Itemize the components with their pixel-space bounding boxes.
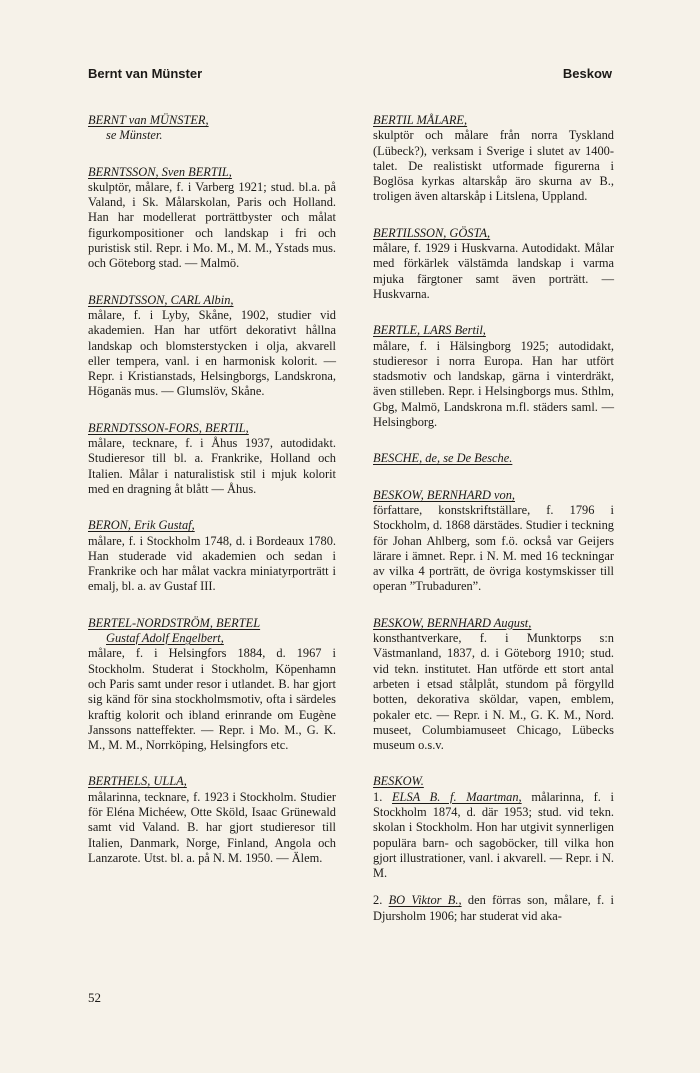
entry-body: målarinna, tecknare, f. 1923 i Stockholm. Studier för Eléna Michéew, Otte Sköld, Isaac Grünewald samt vid Valand. B. har gjort studieresor till Italien, Danmark, Norge, Finland, Angola och Lanzarote. Utst. bl. a. på N. M. 1950. — Älem. <box>88 789 336 865</box>
entry-body: skulptör och målare från norra Tyskland (Lübeck?), verksam i Sverige i slutet av 1400-talet. De realistiskt utformade figurerna i Boglösa kyrkas altarskåp äro skurna av B., troligen även altarskåp i Litslena, Uppland. <box>373 128 614 204</box>
entry <box>373 323 614 430</box>
entry <box>88 774 336 866</box>
entry <box>88 616 336 754</box>
entry-head: BERTHELS, ULLA, <box>88 774 187 789</box>
item-name: ELSA B. f. Maartman, <box>391 789 522 804</box>
entry <box>373 488 614 595</box>
entry <box>88 293 336 400</box>
entry-body: författare, konstskriftställare, f. 1796 i Stockholm, d. 1868 därstädes. Studier i teckning för Johan Ahlberg, som f.ö. också var Geijers lärare i ämnet. Repr. i N. M. med 16 teckningar av vilka 4 porträtt, de övriga kostymskisser till operan ”Trubaduren”. <box>373 502 614 594</box>
page-number: 52 <box>88 990 101 1005</box>
entry-head: BERNTSSON, Sven BERTIL, <box>88 164 232 179</box>
entry <box>373 226 614 302</box>
running-head <box>88 66 612 81</box>
entry-sub: se Münster. <box>106 128 163 143</box>
entry-head: BERNDTSSON, CARL Albin, <box>88 292 234 307</box>
entry <box>88 518 336 594</box>
entry-body: målare, f. i Hälsingborg 1925; autodidakt, studieresor i norra Europa. Han har utfört stadsmotiv och landskap, gärna i vinterdräkt, även stilleben. Repr. i Helsingborgs mus. Sthlm, Gbg, Malmö, Landskrona m.fl. städers saml. — Helsingborg. <box>373 338 614 430</box>
entry-body: målare, f. i Stockholm 1748, d. i Bordeaux 1780. Han studerade vid akademien och sedan i Frankrike och har målat vackra miniatyrporträtt i emalj, bl. a. av Gustaf III. <box>88 533 336 594</box>
left-column <box>88 113 336 887</box>
entry-head: BESKOW, BERNHARD August, <box>373 615 532 630</box>
entry <box>373 451 614 466</box>
item-text: målarinna, f. i Stockholm 1874, d. där 1953; stud. vid tekn. skolan i Stockholm. Hon har utgivit synnerligen populära barn- och sagoböcker, till vilka hon gjort illustrationer, vanl. i akvarell. — Repr. i N. M. <box>373 789 614 881</box>
entry-body: målare, f. i Lyby, Skåne, 1902, studier vid akademien. Han har utfört dekorativt hållna landskap och blomsterstycken i olja, akvarell eller tempera, vanl. i en harmonisk kolorit. — Repr. i Kristianstads, Helsingborgs, Landskrona, Höganäs mus. — Glumslöv, Skåne. <box>88 307 336 399</box>
entry-body: skulptör, målare, f. i Varberg 1921; stud. bl.a. på Valand, i Sk. Målarskolan, Paris och Holland. Han har modellerat porträttbyster och målat figurkompositioner och landskap i fri och puristisk stil. Repr. i Mo. M., M. M., Ystads mus. och Göteborg stad. — Malmö. <box>88 179 336 271</box>
entry <box>373 113 614 205</box>
entry <box>373 616 614 754</box>
entry-head: BERNDTSSON-FORS, BERTIL, <box>88 420 249 435</box>
entry-head: BERNT van MÜNSTER, <box>88 113 209 127</box>
running-head-right: Beskow <box>562 66 612 81</box>
family-entry <box>373 774 614 924</box>
entry-body: målare, tecknare, f. i Åhus 1937, autodidakt. Studieresor till bl. a. Frankrike, Holland och Italien. Målar i naturalistisk stil i mjuk kolorit med en dragning åt blått — Åhus. <box>88 436 336 496</box>
entry-body: målare, f. i Helsingfors 1884, d. 1967 i Stockholm. Studerat i Stockholm, Köpenhamn och Paris samt under resor i utlandet. B. har gjort sig känd för sina stockholmsmotiv, ofta i särdeles kraftig kolorit och ibland erinrande om Eugène Janssons natteffekter. — Repr. i Mo. M., G. K. M., M. M., Norrköping, Helsingfors etc. <box>88 646 336 753</box>
running-head-left: Bernt van Münster <box>88 66 203 81</box>
entry <box>88 421 336 497</box>
entry <box>88 165 336 272</box>
entry-sub: Gustaf Adolf Engelbert, <box>106 631 224 646</box>
entry-body: målare, f. 1929 i Huskvarna. Autodidakt. Målar med förkärlek välstämda landskap i varma mjuka färgtoner samt även porträtt. — Huskvarna. <box>373 241 614 301</box>
entry-head: BERTIL MÅLARE, <box>373 113 468 127</box>
entry-head: BESCHE, de, se De Besche. <box>373 451 513 466</box>
entry-head: BERON, Erik Gustaf, <box>88 518 195 533</box>
family-item <box>373 893 614 924</box>
item-number: 2. <box>373 893 383 908</box>
entry-body: konsthantverkare, f. i Munktorps s:n Västmanland, 1837, d. i Göteborg 1910; stud. vid tekn. institutet. Han utförde ett stort antal arbeten i etsad stålplåt, stundom på förgylld botten, dekorativa sköldar, vapen, emblem, pokaler etc. — Repr. i N. M., G. K. M., Nord. museet, Columbiamuseet Chicago, Lübecks museum o.s.v. <box>373 631 614 753</box>
entry-head: BESKOW. <box>373 774 424 789</box>
entry-head: BERTEL-NORDSTRÖM, BERTEL <box>88 615 261 630</box>
family-item <box>373 790 614 882</box>
right-column <box>373 113 614 945</box>
entry-head: BESKOW, BERNHARD von, <box>373 487 516 502</box>
entry <box>88 113 336 144</box>
entry-head: BERTILSSON, GÖSTA, <box>373 225 491 240</box>
item-text: den förras son, målare, f. i Djursholm 1906; har studerat vid aka- <box>373 893 614 923</box>
item-name: BO Viktor B., <box>388 893 462 908</box>
entry-head: BERTLE, LARS Bertil, <box>373 323 486 338</box>
item-number: 1. <box>373 789 383 804</box>
